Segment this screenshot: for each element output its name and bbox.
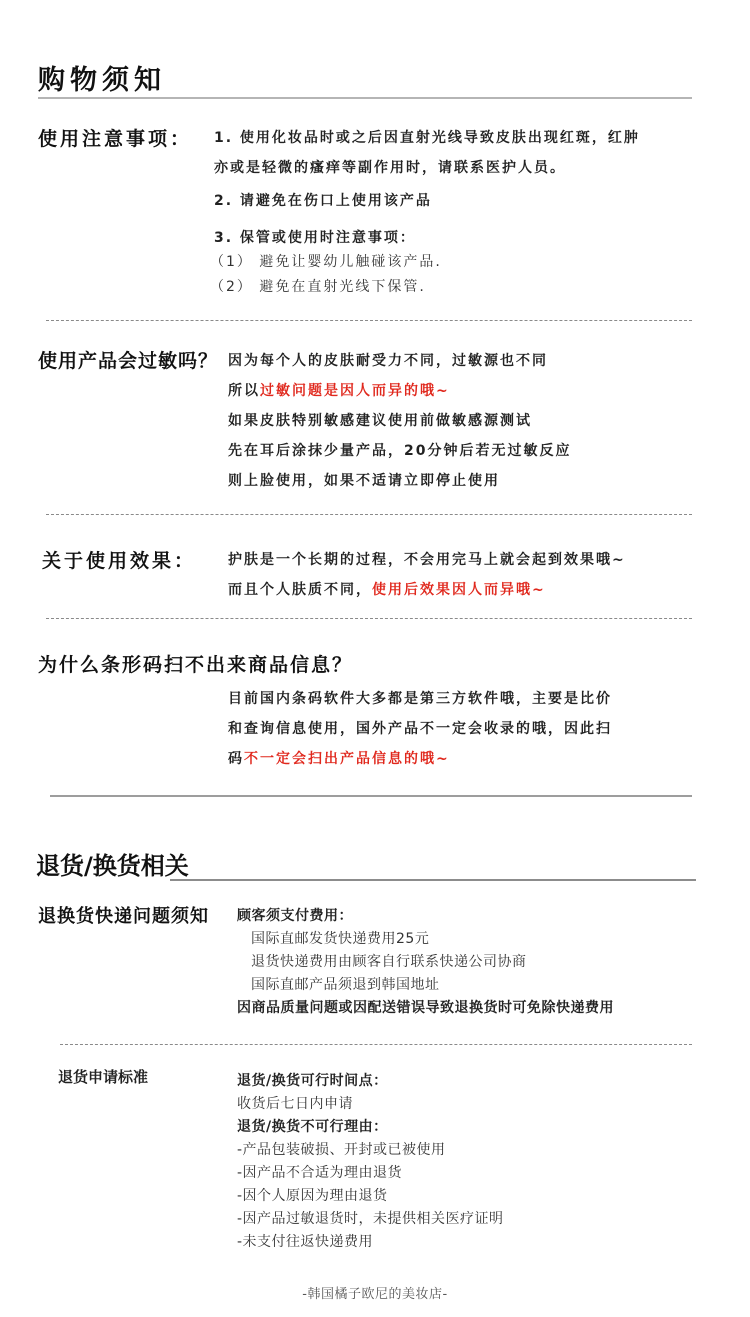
barcode-line3 (228, 748, 450, 768)
barcode-line3-prefix: 码 (228, 751, 244, 767)
usage-label: 使用注意事项： (38, 128, 193, 150)
standard-label: 退货申请标准 (58, 1068, 149, 1086)
usage-item1-line1: 1. 使用化妆品时或之后因直射光线导致皮肤出现红斑，红肿 (214, 130, 640, 146)
effect-label: 关于使用效果： (42, 550, 197, 572)
barcode-highlight: 不一定会扫出产品信息的哦~ (244, 751, 450, 767)
allergy-line2-prefix: 所以 (228, 383, 260, 399)
allergy-line3: 如果皮肤特别敏感建议使用前做敏感源测试 (228, 413, 532, 429)
standard-reason-item: -因个人原因为理由退货 (237, 1188, 388, 1204)
shipping-item: 国际直邮发货快递费用25元 (251, 931, 430, 947)
barcode-label: 为什么条形码扫不出来商品信息？ (38, 654, 354, 676)
standard-reason-heading: 退货/换货不可行理由： (237, 1119, 388, 1135)
effect-highlight: 使用后效果因人而异哦~ (372, 582, 546, 598)
barcode-line2: 和查询信息使用，国外产品不一定会收录的哦，因此扫 (228, 721, 612, 737)
standard-reason-item: -未支付往返快递费用 (237, 1234, 374, 1250)
usage-item3-sub1: （1） 避免让婴幼儿触碰该产品. (210, 254, 442, 270)
effect-line2 (228, 579, 546, 599)
allergy-line5: 则上脸使用，如果不适请立即停止使用 (228, 473, 500, 489)
title-divider (38, 97, 692, 99)
section-divider (46, 320, 692, 321)
section-divider (46, 618, 692, 619)
allergy-line4: 先在耳后涂抹少量产品，20分钟后若无过敏反应 (228, 443, 572, 459)
allergy-line2 (228, 380, 450, 400)
standard-time-heading: 退货/换货可行时间点： (237, 1073, 388, 1089)
store-footer: -韩国橘子欧尼的美妆店- (302, 1287, 448, 1302)
usage-item2: 2. 请避免在伤口上使用该产品 (214, 193, 432, 209)
standard-time-value: 收货后七日内申请 (237, 1096, 353, 1112)
notice-end-divider (50, 795, 692, 797)
standard-reason-item: -因产品不合适为理由退货 (237, 1165, 403, 1181)
shipping-heading: 顾客须支付费用： (237, 908, 353, 924)
usage-item1-line2: 亦或是轻微的瘙痒等副作用时，请联系医护人员。 (214, 160, 566, 176)
usage-item3-sub2: （2） 避免在直射光线下保管. (210, 279, 426, 295)
shipping-note: 因商品质量问题或因配送错误导致退换货时可免除快递费用 (237, 1000, 614, 1016)
page-title: 购物须知 (38, 65, 166, 96)
returns-title: 退货/换货相关 (36, 852, 189, 880)
barcode-line1: 目前国内条码软件大多都是第三方软件哦，主要是比价 (228, 691, 612, 707)
shipping-item: 退货快递费用由顾客自行联系快递公司协商 (251, 954, 527, 970)
returns-title-divider (170, 879, 696, 881)
allergy-line1: 因为每个人的皮肤耐受力不同，过敏源也不同 (228, 353, 548, 369)
usage-item3: 3. 保管或使用时注意事项： (214, 230, 416, 246)
effect-line1: 护肤是一个长期的过程，不会用完马上就会起到效果哦~ (228, 552, 626, 568)
section-divider (46, 514, 692, 515)
section-divider (60, 1044, 692, 1045)
shipping-label: 退换货快递问题须知 (38, 906, 209, 927)
standard-reason-item: -因产品过敏退货时，未提供相关医疗证明 (237, 1211, 504, 1227)
allergy-highlight: 过敏问题是因人而异的哦~ (260, 383, 450, 399)
standard-reason-item: -产品包装破损、开封或已被使用 (237, 1142, 446, 1158)
shipping-item: 国际直邮产品须退到韩国地址 (251, 977, 440, 993)
allergy-label: 使用产品会过敏吗？ (38, 350, 219, 372)
effect-line2-prefix: 而且个人肤质不同， (228, 582, 372, 598)
